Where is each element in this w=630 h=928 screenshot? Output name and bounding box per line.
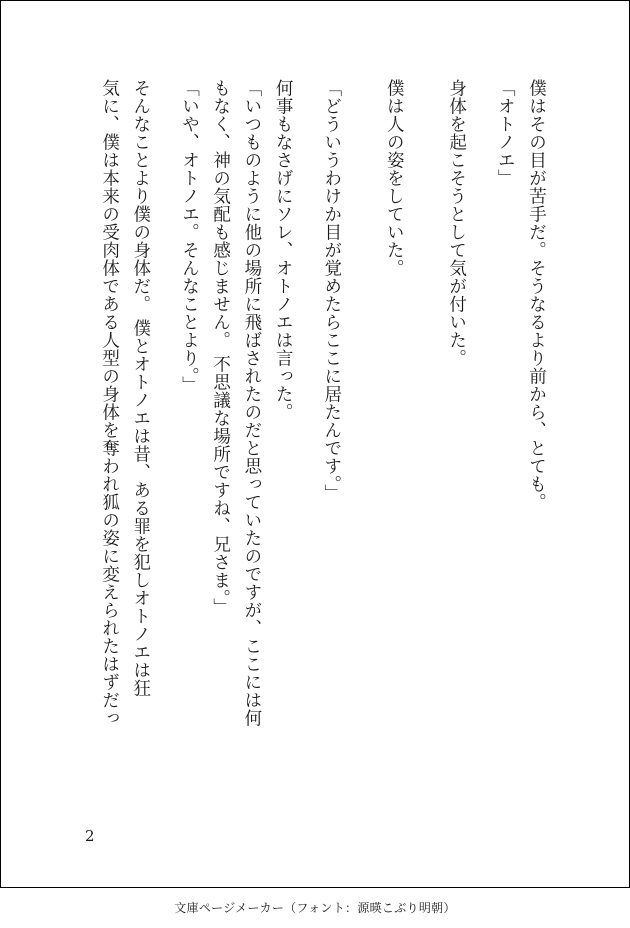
text-line: もなく、神の気配も感じません。 不思議な場所ですね、兄さま。」 <box>210 79 231 617</box>
text-line: 「いつものように他の場所に飛ばされたのだと思っていたのですが、ここには何 <box>241 79 262 727</box>
text-line: 「オトノエ」 <box>495 79 516 187</box>
text-line: 何事もなさげにソレ、オトノエは言った。 <box>273 79 294 421</box>
vertical-text-block <box>93 79 569 799</box>
text-line: 僕はその目が苦手だ。そうなるより前から、とても。 <box>526 79 547 511</box>
text-line: 「どういうわけか目が覚めたらここに居たんです。」 <box>321 79 342 503</box>
text-line: 気に、僕は本来の受肉体である人型の身体を奪われ狐の姿に変えられたはずだっ <box>99 79 120 727</box>
text-line: 身体を起こそうとして気が付いた。 <box>446 79 467 367</box>
blank-line <box>409 79 440 799</box>
blank-line <box>347 79 378 799</box>
text-line: そんなことより僕の身体だ。 僕とオトノエは昔、ある罪を犯しオトノエは狂 <box>130 79 151 698</box>
text-line: 僕は人の姿をしていた。 <box>384 79 405 277</box>
text-line: 「いや、オトノエ。そんなことより。」 <box>179 79 200 395</box>
footer-credit: 文庫ページメーカー（フォント：源暎こぶり明朝） <box>174 901 456 915</box>
page-number: 2 <box>85 827 95 845</box>
